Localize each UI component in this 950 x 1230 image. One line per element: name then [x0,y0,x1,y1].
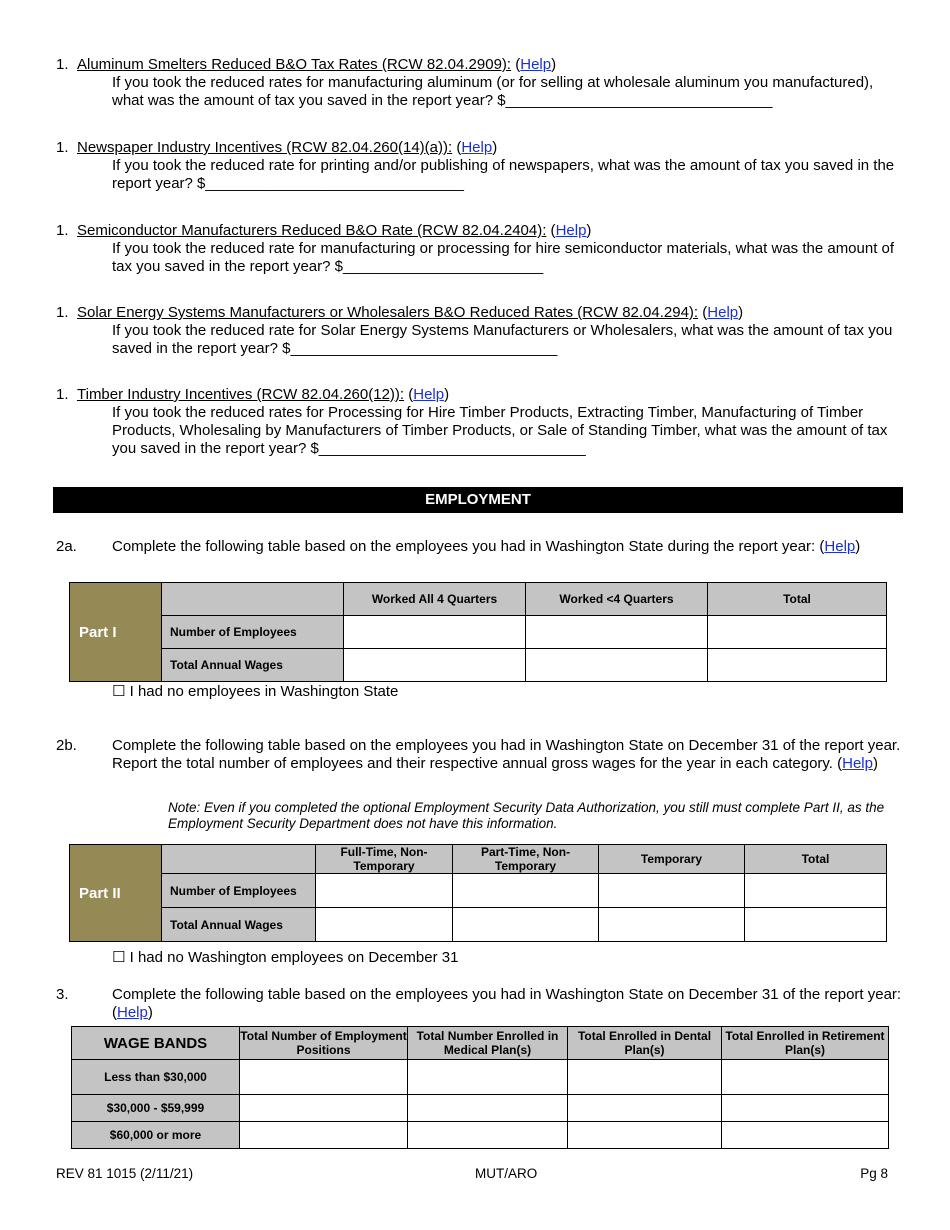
wage-band-label: $60,000 or more [72,1122,240,1149]
input-cell[interactable] [408,1095,568,1122]
row-label: Total Annual Wages [162,908,316,942]
input-cell[interactable] [568,1095,722,1122]
paren-close: ) [855,538,861,555]
help-link[interactable]: Help [413,386,445,403]
input-cell[interactable] [722,1122,889,1149]
input-cell[interactable] [722,1095,889,1122]
row-label: Number of Employees [162,616,344,649]
part-1-table [69,582,887,682]
part-2-table [69,844,887,942]
question-number: 2a. [56,538,77,555]
incentive-newspaper: 1. Newspaper Industry Incentives (RCW 82.04.260(14)(a)): (Help) If you took the reduced rate for printing and/or publishing of newspapers, what was the amount of tax you saved in the report year? $_______________________________ [56,139,906,193]
input-cell[interactable] [344,616,526,649]
empty-header-cell [162,845,316,874]
item-number: 1. [56,304,69,321]
help-link[interactable]: Help [842,755,873,772]
item-number: 1. [56,139,69,156]
question-text: Complete the following table based on the employees you had in Washington State on December 31 of the report year: ( [112,986,902,1021]
section-title-employment: EMPLOYMENT [53,487,903,513]
incentive-question: If you took the reduced rate for printing and/or publishing of newspapers, what was the amount of tax you saved in the report year? $_______________________________ [112,157,895,192]
column-header: Full-Time, Non-Temporary [316,845,453,874]
footer-center: MUT/ARO [475,1166,538,1181]
help-link[interactable]: Help [707,304,739,321]
wage-bands-title: WAGE BANDS [72,1027,240,1060]
input-cell[interactable] [599,874,745,908]
footer-page-number: Pg 8 [860,1166,888,1181]
question-2a [56,538,906,556]
help-link[interactable]: Help [824,538,856,555]
question-number: 3. [56,986,69,1003]
item-number: 1. [56,386,69,403]
incentive-solar: 1. Solar Energy Systems Manufacturers or Wholesalers B&O Reduced Rates (RCW 82.04.294): (Help) If you took the reduced rate for Solar Energy Systems Manufacturers or Wholesalers, what was the amount of tax you saved in the report year? $________________________________ [56,304,906,358]
input-cell[interactable] [568,1122,722,1149]
incentive-question: If you took the reduced rate for manufacturing or processing for hire semiconductor materials, what was the amount of tax you saved in the report year? $________________________ [112,240,895,275]
input-cell[interactable] [408,1060,568,1095]
no-dec31-employees-checkbox[interactable]: ☐ I had no Washington employees on December 31 [112,949,459,966]
paren-close: ) [872,755,878,772]
part-2-note: Note: Even if you completed the optional Employment Security Data Authorization, you still must complete Part II, as the Employment Security Department does not have this information. [168,800,885,831]
question-text: Complete the following table based on the employees you had in Washington State on December 31 of the report year. Report the total number of employees and their respective annual gross wages for the year in each category. ( [112,737,901,772]
input-cell[interactable] [745,908,887,942]
wage-band-label: $30,000 - $59,999 [72,1095,240,1122]
column-header: Total [708,583,887,616]
help-link[interactable]: Help [461,139,493,156]
help-link[interactable]: Help [555,222,587,239]
input-cell[interactable] [408,1122,568,1149]
input-cell[interactable] [453,874,599,908]
column-header: Total Enrolled in Retirement Plan(s) [722,1027,889,1060]
paren-close: ) [147,1004,153,1021]
empty-header-cell [162,583,344,616]
incentive-timber: 1. Timber Industry Incentives (RCW 82.04.260(12)): (Help) If you took the reduced rates for Processing for Hire Timber Products, Extracting Timber, Manufacturing of Timber Products, Wholesaling by Manufacturers of Timber Products, or Sale of Standing Timber, what was the amount of tax you saved in the report year? $________________________________ [56,386,906,458]
incentive-title: Solar Energy Systems Manufacturers or Wholesalers B&O Reduced Rates (RCW 82.04.294): [77,304,699,321]
row-label: Total Annual Wages [162,649,344,682]
incentive-aluminum: 1. Aluminum Smelters Reduced B&O Tax Rates (RCW 82.04.2909): (Help) If you took the reduced rates for manufacturing aluminum (or for selling at wholesale aluminum you manufactured), what was the amount of tax you saved in the report year? $________________________________ [56,56,906,110]
question-number: 2b. [56,737,77,754]
input-cell[interactable] [316,874,453,908]
input-cell[interactable] [316,908,453,942]
input-cell[interactable] [708,649,887,682]
row-label: Number of Employees [162,874,316,908]
incentive-question: If you took the reduced rates for Processing for Hire Timber Products, Extracting Timber, Manufacturing of Timber Products, Wholesaling by Manufacturers of Timber Products, or Sale of Standing Timber, what was the amount of tax you saved in the report year? $________________________________ [112,404,888,457]
help-link[interactable]: Help [520,56,552,73]
no-employees-checkbox[interactable]: ☐ I had no employees in Washington State [112,683,399,700]
input-cell[interactable] [722,1060,889,1095]
input-cell[interactable] [599,908,745,942]
wage-band-label: Less than $30,000 [72,1060,240,1095]
question-3 [56,986,906,1022]
input-cell[interactable] [568,1060,722,1095]
input-cell[interactable] [240,1060,408,1095]
incentive-title: Timber Industry Incentives (RCW 82.04.260(12)): [77,386,405,403]
footer-form-id: REV 81 1015 (2/11/21) [56,1166,194,1181]
question-2b [56,737,906,773]
column-header: Part-Time, Non-Temporary [453,845,599,874]
incentive-question: If you took the reduced rates for manufacturing aluminum (or for selling at wholesale aluminum you manufactured), what was the amount of tax you saved in the report year? $________________________________ [112,74,874,109]
input-cell[interactable] [526,616,708,649]
column-header: Total Enrolled in Dental Plan(s) [568,1027,722,1060]
column-header: Worked <4 Quarters [526,583,708,616]
column-header: Total Number of Employment Positions [240,1027,408,1060]
column-header: Worked All 4 Quarters [344,583,526,616]
help-link[interactable]: Help [117,1004,148,1021]
part-1-label: Part I [70,583,162,682]
incentive-title: Newspaper Industry Incentives (RCW 82.04.260(14)(a)): [77,139,453,156]
incentive-title: Aluminum Smelters Reduced B&O Tax Rates (RCW 82.04.2909): [77,56,512,73]
input-cell[interactable] [240,1122,408,1149]
input-cell[interactable] [240,1095,408,1122]
item-number: 1. [56,222,69,239]
column-header: Total [745,845,887,874]
input-cell[interactable] [453,908,599,942]
input-cell[interactable] [526,649,708,682]
incentive-question: If you took the reduced rate for Solar Energy Systems Manufacturers or Wholesalers, what was the amount of tax you saved in the report year? $________________________________ [112,322,893,357]
wage-bands-table [71,1026,889,1149]
input-cell[interactable] [745,874,887,908]
input-cell[interactable] [344,649,526,682]
column-header: Temporary [599,845,745,874]
part-2-label: Part II [70,845,162,942]
column-header: Total Number Enrolled in Medical Plan(s) [408,1027,568,1060]
input-cell[interactable] [708,616,887,649]
incentive-title: Semiconductor Manufacturers Reduced B&O Rate (RCW 82.04.2404): [77,222,547,239]
item-number: 1. [56,56,69,73]
incentive-semiconductor: 1. Semiconductor Manufacturers Reduced B&O Rate (RCW 82.04.2404): (Help) If you took the reduced rate for manufacturing or processing for hire semiconductor materials, what was the amount of tax you saved in the report year? $________________________ [56,222,906,276]
question-text: Complete the following table based on the employees you had in Washington State during the report year: ( [112,538,825,555]
